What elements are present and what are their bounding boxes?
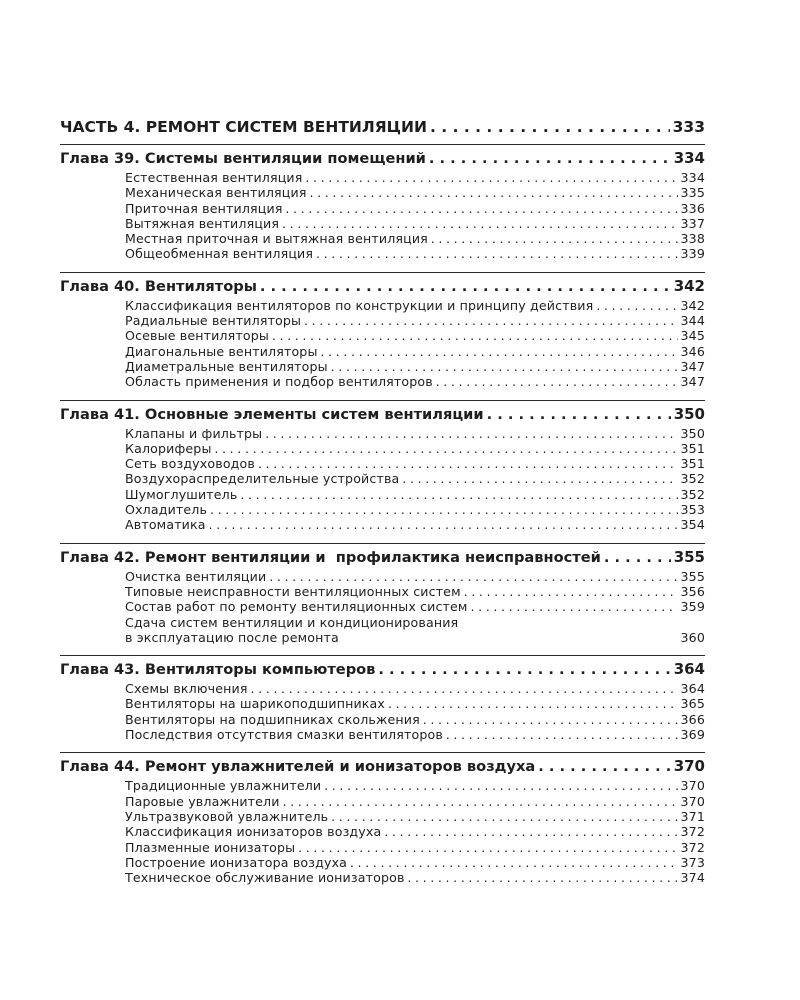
entry-page-number: 370 bbox=[680, 778, 705, 794]
toc-entry bbox=[125, 615, 705, 646]
toc-entry bbox=[125, 344, 705, 359]
chapter-page-number: 370 bbox=[673, 757, 705, 776]
entry-title: Очистка вентиляции bbox=[125, 568, 267, 584]
toc-entry bbox=[125, 599, 705, 614]
entry-continuation bbox=[125, 630, 705, 645]
chapter-heading bbox=[60, 655, 705, 681]
entry-title: Сдача систем вентиляции и кондиционирования bbox=[125, 614, 459, 630]
entry-page-number: 355 bbox=[680, 568, 705, 584]
entry-page-number: 364 bbox=[680, 681, 705, 697]
leader-dots bbox=[272, 329, 678, 344]
entry-page-number: 350 bbox=[680, 425, 705, 441]
leader-dots bbox=[538, 758, 670, 775]
chapter-page-number: 355 bbox=[673, 547, 705, 566]
entry-page-number: 334 bbox=[680, 170, 705, 185]
entry-title: Автоматика bbox=[125, 517, 206, 533]
entry-title: Классификация вентиляторов по конструкции и принципу действия bbox=[125, 297, 594, 313]
leader-dots bbox=[215, 442, 678, 457]
leader-dots bbox=[431, 232, 678, 247]
toc-entry bbox=[125, 824, 705, 839]
toc-entry bbox=[125, 231, 705, 246]
chapter-title: Глава 42. Ремонт вентиляции и профилактика неисправностей bbox=[60, 548, 601, 566]
leader-dots bbox=[306, 171, 678, 186]
entry-title: Калориферы bbox=[125, 440, 212, 456]
part-heading bbox=[60, 118, 705, 140]
entry-title: Естественная вентиляция bbox=[125, 170, 303, 185]
toc-entry bbox=[125, 374, 705, 389]
entry-page-number: 365 bbox=[680, 696, 705, 712]
leader-dots bbox=[384, 825, 677, 840]
leader-dots bbox=[436, 375, 678, 390]
entry-page-number: 369 bbox=[680, 727, 705, 743]
toc-entry bbox=[125, 712, 705, 727]
entry-title: Охладитель bbox=[125, 502, 208, 518]
toc-entry bbox=[125, 584, 705, 599]
chapter-title: Глава 41. Основные элементы систем вентиляции bbox=[60, 405, 484, 423]
section-list bbox=[60, 170, 705, 268]
entry-title: Область применения и подбор вентиляторов bbox=[125, 374, 433, 390]
entry-title: Воздухораспределительные устройства bbox=[125, 471, 400, 487]
toc-entry bbox=[125, 840, 705, 855]
leader-dots bbox=[471, 600, 678, 615]
entry-title-continued: в эксплуатацию после ремонта bbox=[125, 629, 339, 645]
entry-page-number: 374 bbox=[680, 870, 705, 886]
leader-dots bbox=[310, 186, 678, 201]
leader-dots bbox=[321, 345, 678, 360]
leader-dots bbox=[210, 503, 677, 518]
leader-dots bbox=[251, 682, 678, 697]
entry-title: Техническое обслуживание ионизаторов bbox=[125, 870, 405, 886]
leader-dots bbox=[240, 488, 677, 503]
chapter-heading bbox=[60, 144, 705, 170]
entry-page-number: 366 bbox=[680, 711, 705, 727]
entry-title: Построение ионизатора воздуха bbox=[125, 854, 348, 870]
section-list bbox=[60, 681, 705, 748]
entry-title: Ультразвуковой увлажнитель bbox=[125, 808, 329, 824]
entry-title: Механическая вентиляция bbox=[125, 185, 307, 201]
toc-entry bbox=[125, 502, 705, 517]
entry-page-number: 356 bbox=[680, 583, 705, 599]
entry-page-number: 342 bbox=[680, 297, 705, 313]
entry-page-number: 352 bbox=[680, 486, 705, 502]
toc-entry bbox=[125, 216, 705, 231]
toc-entry bbox=[125, 328, 705, 343]
section-list bbox=[60, 778, 705, 891]
entry-page-number: 353 bbox=[680, 502, 705, 518]
entry-page-number: 372 bbox=[680, 839, 705, 855]
entry-title: Последствия отсутствия смазки вентиляторов bbox=[125, 727, 443, 743]
leader-dots bbox=[408, 871, 678, 886]
entry-page-number: 337 bbox=[680, 215, 705, 231]
toc-entry bbox=[125, 870, 705, 885]
toc-entry bbox=[125, 201, 705, 216]
part-title: ЧАСТЬ 4. РЕМОНТ СИСТЕМ ВЕНТИЛЯЦИИ bbox=[60, 118, 427, 136]
entry-page-number: 338 bbox=[680, 231, 705, 247]
leader-dots bbox=[298, 841, 677, 856]
part-page-number: 333 bbox=[672, 118, 705, 136]
entry-title: Типовые неисправности вентиляционных систем bbox=[125, 583, 461, 599]
leader-dots bbox=[258, 457, 678, 472]
entry-title: Плазменные ионизаторы bbox=[125, 839, 296, 855]
entry-page-number: 352 bbox=[680, 471, 705, 487]
entry-page-number: 336 bbox=[680, 200, 705, 216]
chapter-page-number: 334 bbox=[673, 149, 705, 167]
entry-title: Вентиляторы на подшипниках скольжения bbox=[125, 711, 420, 727]
section-list bbox=[60, 298, 705, 396]
leader-dots bbox=[324, 779, 677, 794]
leader-dots bbox=[331, 360, 678, 375]
entry-page-number: 354 bbox=[680, 517, 705, 533]
toc-entry bbox=[125, 185, 705, 200]
entry-title: Осевые вентиляторы bbox=[125, 328, 269, 344]
leader-dots bbox=[429, 150, 671, 167]
toc-entry bbox=[125, 517, 705, 532]
chapter-heading bbox=[60, 752, 705, 778]
leader-dots bbox=[304, 314, 677, 329]
entry-page-number: 371 bbox=[680, 808, 705, 824]
toc-entry bbox=[125, 855, 705, 870]
leader-dots bbox=[464, 585, 678, 600]
entry-title: Шумоглушитель bbox=[125, 486, 238, 502]
toc-entry bbox=[125, 727, 705, 742]
entry-title: Вентиляторы на шарикоподшипниках bbox=[125, 696, 386, 712]
entry-title: Приточная вентиляция bbox=[125, 200, 283, 216]
section-list bbox=[60, 426, 705, 539]
leader-dots bbox=[286, 202, 678, 217]
entry-page-number: 339 bbox=[680, 246, 705, 262]
entry-title: Вытяжная вентиляция bbox=[125, 215, 280, 231]
entry-title: Состав работ по ремонту вентиляционных систем bbox=[125, 599, 468, 615]
entry-title: Диагональные вентиляторы bbox=[125, 343, 318, 359]
toc-entry bbox=[125, 809, 705, 824]
entry-title: Схемы включения bbox=[125, 681, 248, 697]
entry-page-number: 347 bbox=[680, 374, 705, 390]
leader-dots bbox=[446, 728, 678, 743]
toc-entry bbox=[125, 778, 705, 793]
entry-page-number: 347 bbox=[680, 358, 705, 374]
leader-dots bbox=[604, 549, 671, 566]
entry-title: Паровые увлажнители bbox=[125, 793, 280, 809]
toc-entry bbox=[125, 441, 705, 456]
chapter-heading bbox=[60, 272, 705, 298]
entry-title: Радиальные вентиляторы bbox=[125, 313, 302, 329]
entry-page-number: 359 bbox=[680, 599, 705, 615]
leader-dots bbox=[430, 118, 670, 136]
entry-page-number: 370 bbox=[680, 793, 705, 809]
chapter-title: Глава 39. Системы вентиляции помещений bbox=[60, 150, 426, 167]
toc-entry bbox=[125, 471, 705, 486]
chapter-heading bbox=[60, 400, 705, 426]
entry-title: Местная приточная и вытяжная вентиляция bbox=[125, 231, 428, 247]
entry-title: Традиционные увлажнители bbox=[125, 778, 322, 794]
entry-page-number: 373 bbox=[680, 854, 705, 870]
toc-entry bbox=[125, 246, 705, 261]
leader-dots bbox=[596, 299, 677, 314]
leader-dots bbox=[378, 661, 670, 678]
toc-entry bbox=[125, 681, 705, 696]
leader-dots bbox=[282, 217, 677, 232]
entry-page-number: 372 bbox=[680, 824, 705, 840]
entry-page-number: 351 bbox=[680, 456, 705, 472]
entry-page-number: 344 bbox=[680, 313, 705, 329]
leader-dots bbox=[402, 472, 677, 487]
entry-page-number: 346 bbox=[680, 343, 705, 359]
leader-dots bbox=[265, 427, 677, 442]
leader-dots bbox=[388, 697, 677, 712]
toc-entry bbox=[125, 794, 705, 809]
toc-entry bbox=[125, 456, 705, 471]
toc-entry bbox=[125, 298, 705, 313]
toc-entry bbox=[125, 359, 705, 374]
entry-title: Клапаны и фильтры bbox=[125, 425, 263, 441]
toc-entry bbox=[125, 696, 705, 711]
toc-entry bbox=[125, 487, 705, 502]
chapter-title: Глава 40. Вентиляторы bbox=[60, 277, 257, 295]
entry-title: Классификация ионизаторов воздуха bbox=[125, 824, 382, 840]
entry-title: Сеть воздуховодов bbox=[125, 456, 255, 472]
toc-entry bbox=[125, 426, 705, 441]
entry-page-number: 360 bbox=[680, 629, 705, 645]
entry-page-number: 335 bbox=[680, 185, 705, 201]
chapter-page-number: 364 bbox=[673, 660, 705, 679]
chapter-page-number: 342 bbox=[673, 276, 705, 295]
entry-title: Общеобменная вентиляция bbox=[125, 246, 314, 262]
chapter-page-number: 350 bbox=[673, 404, 705, 423]
leader-dots bbox=[350, 856, 677, 871]
toc-entry bbox=[125, 170, 705, 185]
toc-entry bbox=[125, 569, 705, 584]
leader-dots bbox=[209, 518, 678, 533]
leader-dots bbox=[316, 247, 677, 262]
leader-dots bbox=[487, 406, 671, 423]
entry-title: Диаметральные вентиляторы bbox=[125, 358, 328, 374]
leader-dots bbox=[423, 713, 678, 728]
table-of-contents bbox=[60, 118, 705, 891]
entry-page-number: 345 bbox=[680, 328, 705, 344]
leader-dots bbox=[331, 810, 677, 825]
leader-dots bbox=[283, 795, 678, 810]
section-list bbox=[60, 569, 705, 651]
leader-dots bbox=[260, 278, 671, 295]
leader-dots bbox=[269, 570, 677, 585]
chapter-title: Глава 43. Вентиляторы компьютеров bbox=[60, 661, 376, 679]
entry-page-number: 351 bbox=[680, 440, 705, 456]
chapter-title: Глава 44. Ремонт увлажнителей и ионизаторов воздуха bbox=[60, 758, 536, 776]
toc-entry bbox=[125, 313, 705, 328]
chapter-heading bbox=[60, 543, 705, 569]
